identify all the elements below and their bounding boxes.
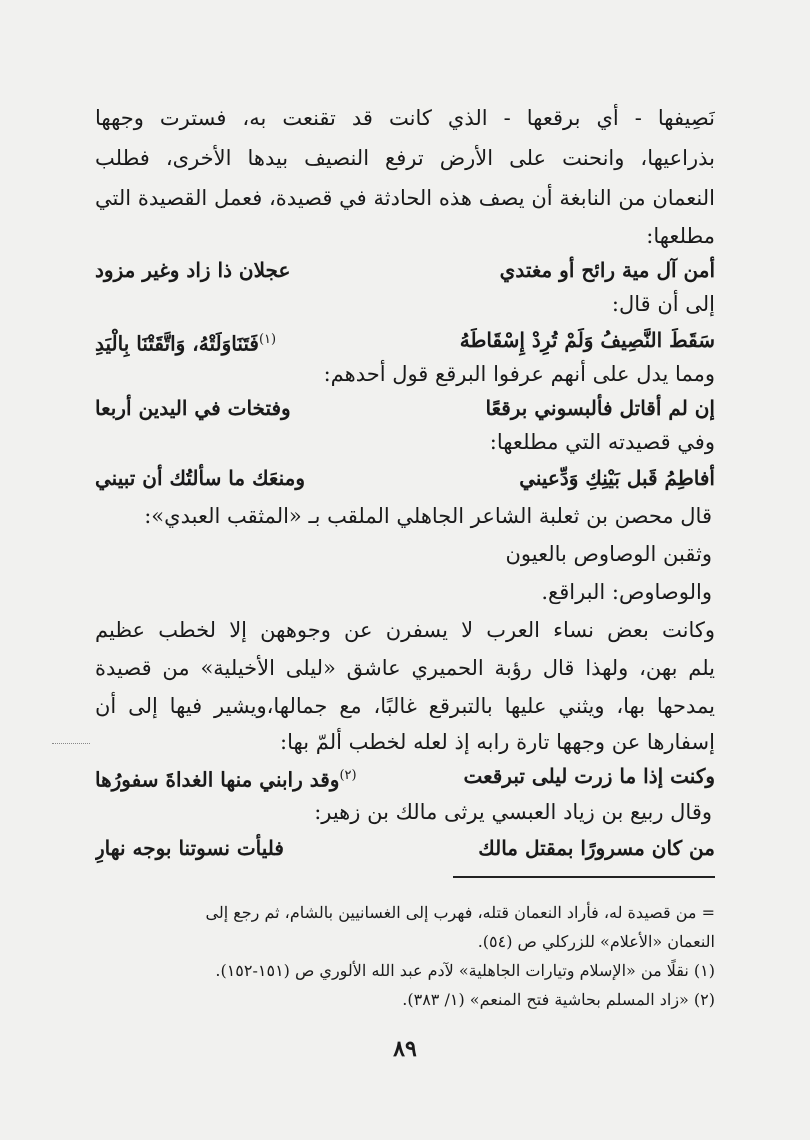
body-line: وثقبن الوصاوص بالعيون	[505, 542, 712, 566]
body-line: مطلعها:	[646, 224, 715, 248]
body-line: ومما يدل على أنهم عرفوا البرقع قول أحدهم:	[323, 362, 715, 386]
verse-second-hemistich	[95, 756, 357, 796]
body-line: بذراعيها، وانحنت على الأرض ترفع النصيف بيدها الأخرى، فطلب	[95, 146, 715, 170]
body-line: وفي قصيدته التي مطلعها:	[489, 430, 715, 454]
body-line: النعمان من النابغة أن يصف هذه الحادثة في قصيدة، فعمل القصيدة التي	[95, 186, 715, 210]
verse-first-hemistich: من كان مسرورًا بمقتل مالك	[478, 836, 715, 860]
verse-text: فَتَنَاوَلَتْهُ، وَاتَّقَتْنَا بِالْيَدِ	[95, 331, 259, 356]
verse-line	[95, 458, 715, 498]
verse-second-hemistich: وفتخات في اليدين أربعا	[95, 396, 291, 420]
body-line: إسفارها عن وجهها تارة رابه إذ لعله لخطب ألمّ بها:	[280, 730, 715, 754]
footnote-line: (١) نقلًا من «الإسلام وتيارات الجاهلية» لآدم عبد الله الألوري ص (١٥١-١٥٢).	[215, 961, 715, 980]
body-line: قال محصن بن ثعلبة الشاعر الجاهلي الملقب بـ «المثقب العبدي»:	[144, 504, 712, 528]
body-line: نَصِيفها - أي برقعها - الذي كانت قد تقنعت به، فسترت وجهها	[95, 106, 715, 130]
footnote-separator	[453, 876, 715, 878]
body-line: وكانت بعض نساء العرب لا يسفرن عن وجوههن إلا لخطب عظيم	[95, 618, 715, 642]
body-line: والوصاوص: البراقع.	[541, 580, 712, 604]
verse-first-hemistich: إن لم أقاتل فألبسوني برقعًا	[485, 396, 715, 420]
verse-second-hemistich: عجلان ذا زاد وغير مزود	[95, 258, 291, 282]
verse-line	[95, 828, 715, 868]
margin-mark	[52, 743, 90, 744]
verse-text: وقد رابني منها الغداةَ سفورُها	[95, 767, 340, 792]
footnote-line: النعمان «الأعلام» للزركلي ص (٥٤).	[477, 932, 715, 951]
verse-first-hemistich: سَقَطَ النَّصِيفُ وَلَمْ تُرِدْ إِسْقَاطَهُ	[459, 328, 715, 352]
footnote-line: = من قصيدة له، فأراد النعمان قتله، فهرب إلى الغسانيين بالشام، ثم رجع إلى	[205, 903, 715, 922]
verse-first-hemistich: أمن آل مية رائح أو مغتدي	[499, 258, 715, 282]
verse-second-hemistich: ومنعَك ما سألتُك أن تبيني	[95, 466, 305, 490]
page-number: ٨٩	[393, 1036, 417, 1062]
body-line: وقال ربيع بن زياد العبسي يرثى مالك بن زهير:	[314, 800, 712, 824]
body-line: يمدحها بها، ويثني عليها بالتبرقع غالبًا، مع جمالها،ويشير فيها إلى أن	[95, 694, 715, 718]
verse-first-hemistich: أفاطِمُ قَبل بَيْنِكِ وَدِّعيني	[519, 466, 715, 490]
body-line: إلى أن قال:	[611, 292, 715, 316]
verse-second-hemistich: فليأت نسوتنا بوجه نهارِ	[95, 836, 284, 860]
footnote-line: (٢) «زاد المسلم بحاشية فتح المنعم» (١/ ٣٨٣).	[402, 990, 715, 1009]
footnote-ref: (٢)	[339, 768, 357, 783]
footnote-ref: (١)	[258, 332, 277, 347]
verse-line	[95, 756, 715, 796]
verse-first-hemistich: وكنت إذا ما زرت ليلى تبرقعت	[463, 764, 715, 788]
body-line: يلم بهن، ولهذا قال رؤبة الحميري عاشق «ليلى الأخيلية» من قصيدة	[95, 656, 715, 680]
